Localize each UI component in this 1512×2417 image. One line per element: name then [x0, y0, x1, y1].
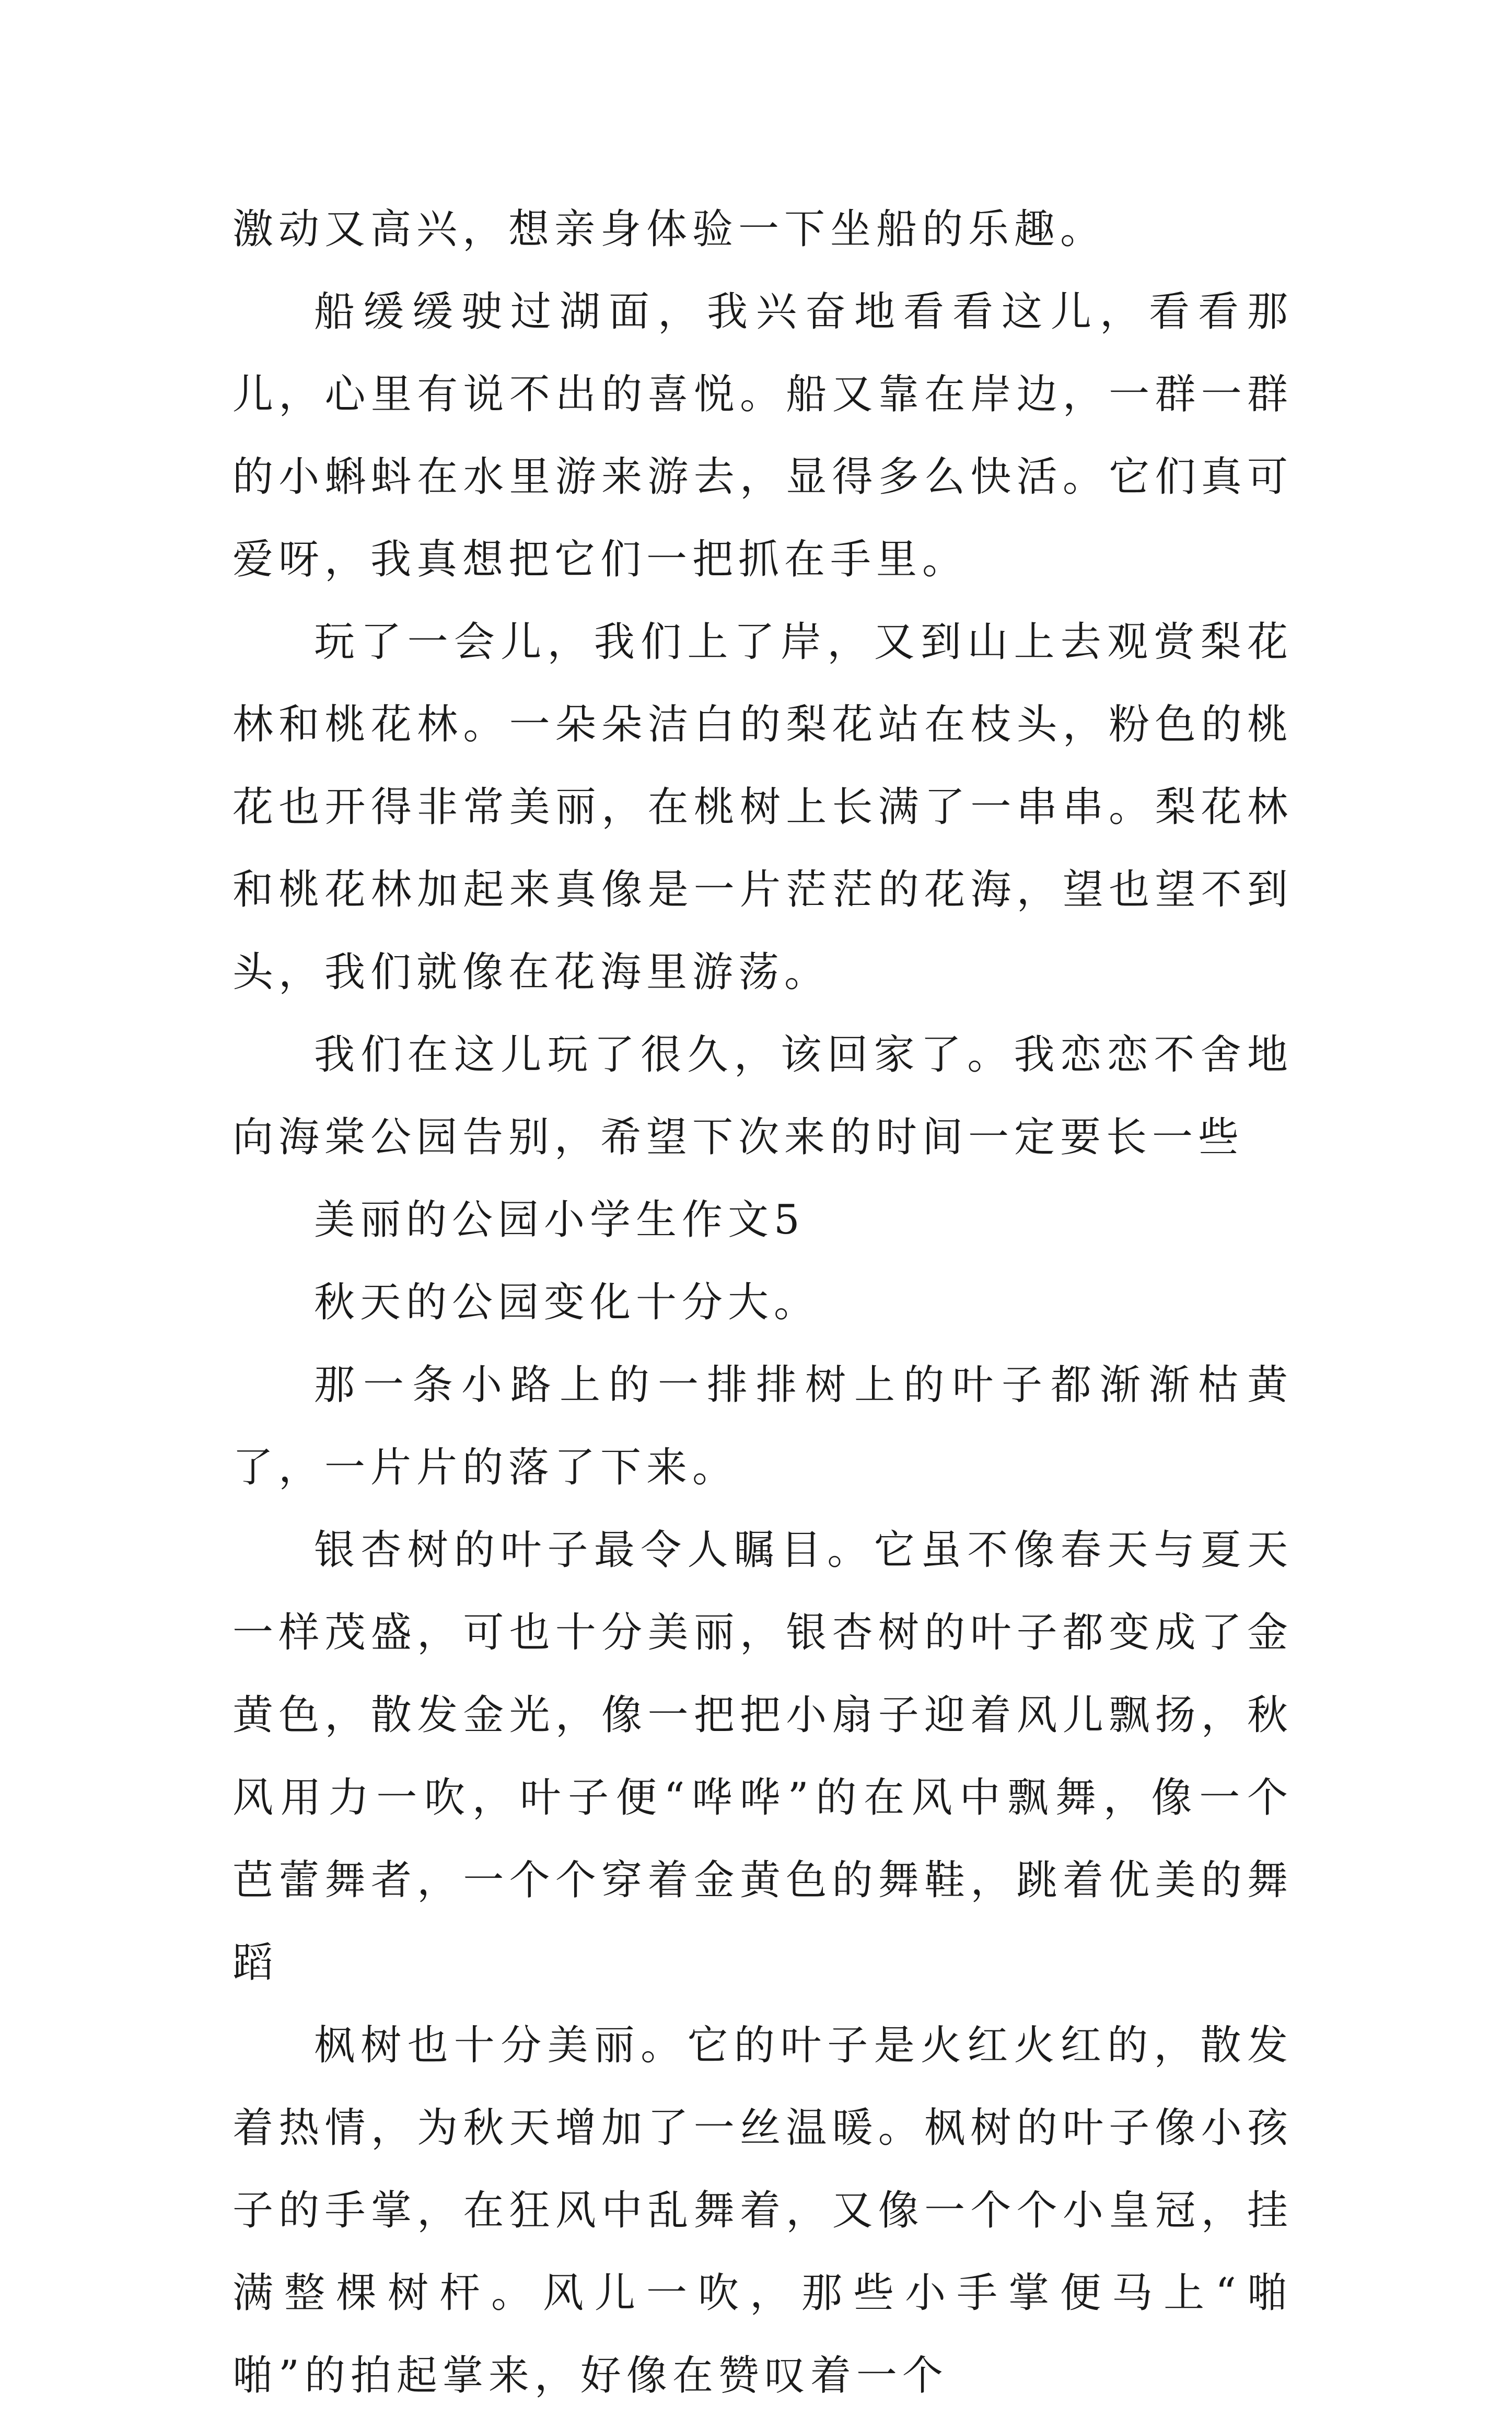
document-body [232, 188, 1293, 2417]
paragraph: 秋天的公园变化十分大。 [314, 1279, 820, 1326]
paragraph: 我们在这儿玩了很久，该回家了。我恋恋不舍地向海棠公园告别，希望下次来的时间一定要长一些 [232, 1031, 1293, 1161]
paragraph: 银杏树的叶子最令人瞩目。它虽不像春天与夏天一样茂盛，可也十分美丽，银杏树的叶子都变成了金黄色，散发金光，像一把把小扇子迎着风儿飘扬，秋风用力一吹，叶子便“哗哗”的在风中飘舞，像一个芭蕾舞者，一个个穿着金黄色的舞鞋，跳着优美的舞蹈 [232, 1527, 1293, 1986]
essay-heading: 美丽的公园小学生作文5 [314, 1196, 805, 1244]
paragraph: 玩了一会儿，我们上了岸，又到山上去观赏梨花林和桃花林。一朵朵洁白的梨花站在枝头，粉色的桃花也开得非常美丽，在桃树上长满了一串串。梨花林和桃花林加起来真像是一片茫茫的花海，望也望不到头，我们就像在花海里游荡。 [232, 619, 1293, 996]
paragraph: 船缓缓驶过湖面，我兴奋地看看这儿，看看那儿，心里有说不出的喜悦。船又靠在岸边，一群一群的小蝌蚪在水里游来游去，显得多么快活。它们真可爱呀，我真想把它们一把抓在手里。 [232, 288, 1293, 583]
paragraph: 那一条小路上的一排排树上的叶子都渐渐枯黄了，一片片的落了下来。 [232, 1362, 1293, 1491]
paragraph: 枫树也十分美丽。它的叶子是火红火红的，散发着热情，为秋天增加了一丝温暖。枫树的叶子像小孩子的手掌，在狂风中乱舞着，又像一个个小皇冠，挂满整棵树杆。风儿一吹，那些小手掌便马上“啪啪”的拍起掌来，好像在赞叹着一个 [232, 2022, 1293, 2399]
paragraph-continuation: 激动又高兴，想亲身体验一下坐船的乐趣。 [232, 206, 1107, 253]
